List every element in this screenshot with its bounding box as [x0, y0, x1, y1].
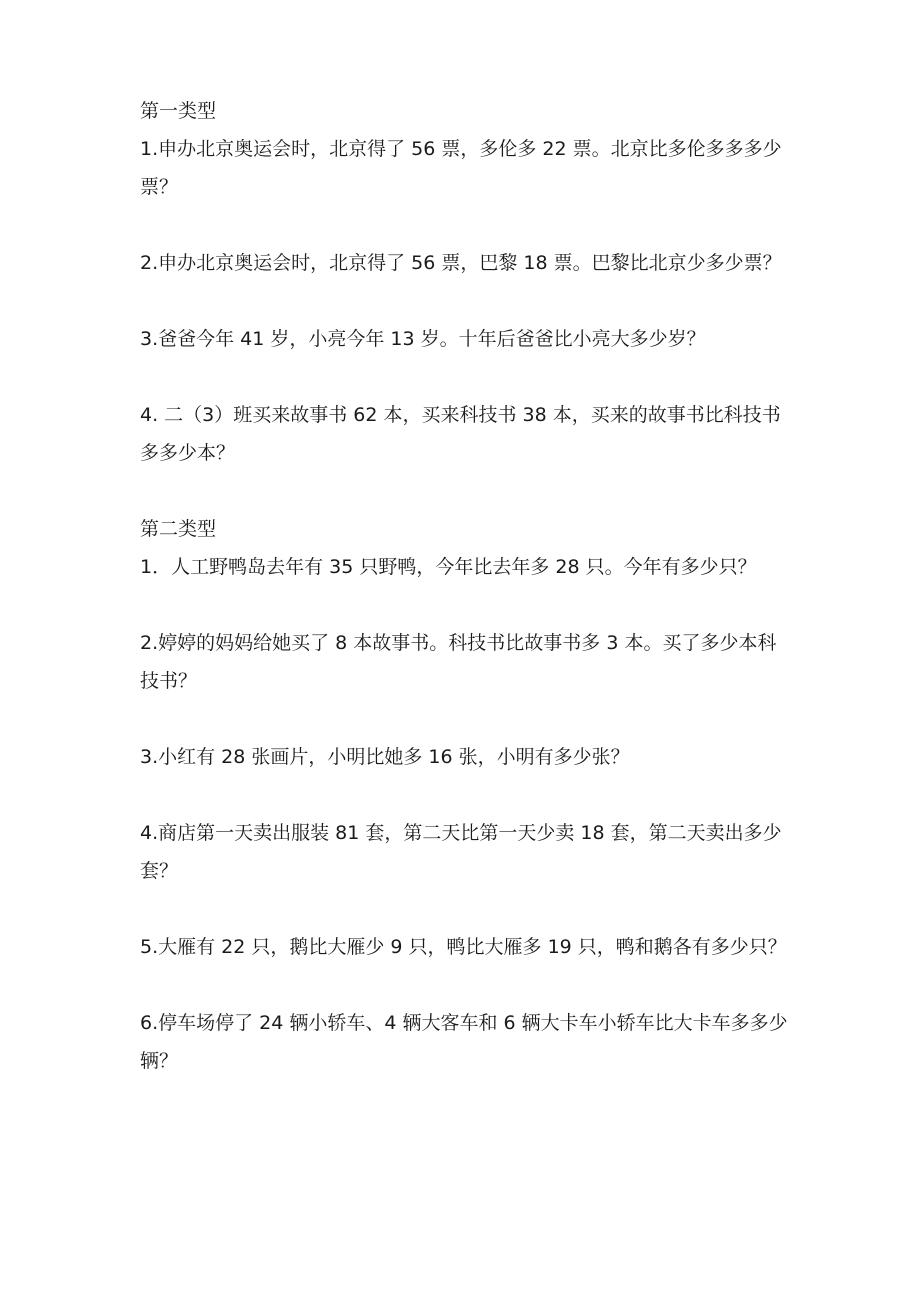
document-page: [140, 92, 790, 1118]
section-type-2: [140, 510, 790, 1080]
problem-item: 2.婷婷的妈妈给她买了 8 本故事书。科技书比故事书多 3 本。买了多少本科技书？: [140, 632, 777, 692]
problem-item: 6.停车场停了 24 辆小轿车、4 辆大客车和 6 辆大卡车小轿车比大卡车多多少辆？: [140, 1012, 788, 1072]
problem-item: 4.商店第一天卖出服装 81 套，第二天比第一天少卖 18 套，第二天卖出多少套？: [140, 822, 782, 882]
problem-item: 4. 二（3）班买来故事书 62 本，买来科技书 38 本，买来的故事书比科技书多多少本？: [140, 404, 781, 464]
section-heading: 第一类型: [140, 100, 217, 122]
problem-item: 3.爸爸今年 41 岁，小亮今年 13 岁。十年后爸爸比小亮大多少岁？: [140, 328, 706, 350]
problem-item: 2.申办北京奥运会时，北京得了 56 票，巴黎 18 票。巴黎比北京少多少票？: [140, 252, 782, 274]
problem-item: 3.小红有 28 张画片，小明比她多 16 张，小明有多少张？: [140, 746, 630, 768]
problem-item: 1.申办北京奥运会时，北京得了 56 票，多伦多 22 票。北京比多伦多多多少票？: [140, 138, 782, 198]
section-type-1: [140, 92, 790, 472]
section-heading: 第二类型: [140, 518, 217, 540]
problem-item: 5.大雁有 22 只，鹅比大雁少 9 只，鸭比大雁多 19 只，鸭和鹅各有多少只？: [140, 936, 787, 958]
problem-item: 1．人工野鸭岛去年有 35 只野鸭，今年比去年多 28 只。今年有多少只？: [140, 556, 757, 578]
